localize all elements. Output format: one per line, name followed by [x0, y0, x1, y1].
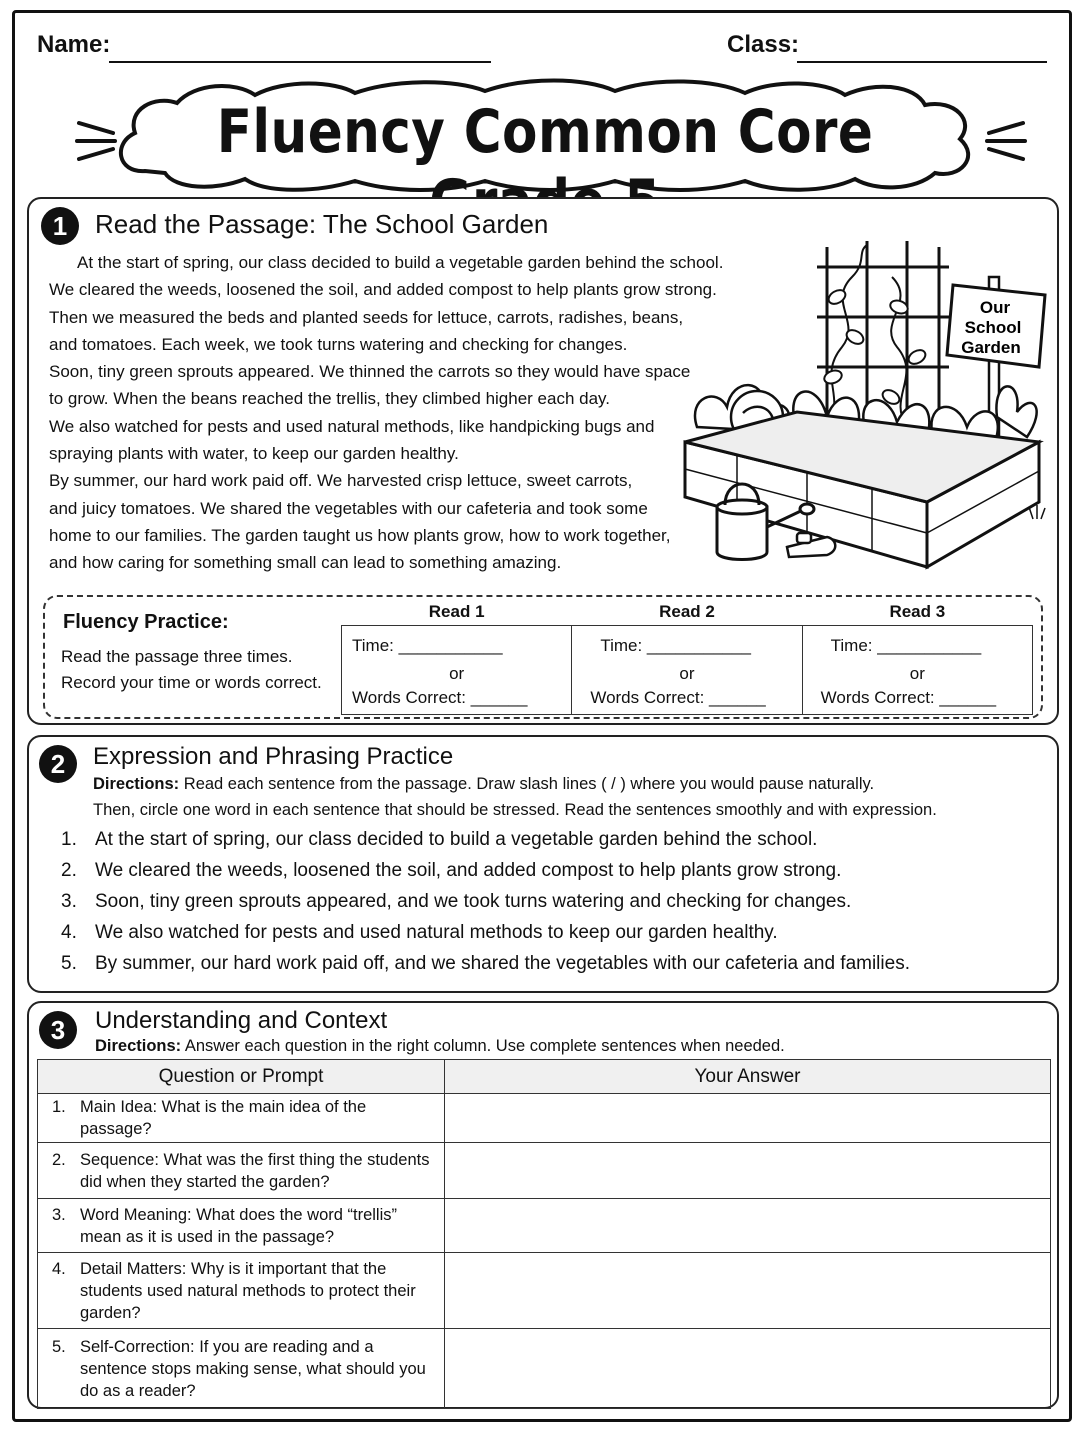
- class-label: Class:: [727, 31, 800, 58]
- read-heading: Read 3: [889, 602, 946, 621]
- section-read-passage: [27, 197, 1059, 725]
- item-number: 5.: [61, 953, 77, 974]
- question-cell: [38, 1329, 445, 1409]
- passage-line: spraying plants with water, to keep our garden healthy.: [49, 444, 459, 464]
- passage-line: By summer, our hard work paid off. We harvested crisp lettuce, sweet carrots,: [49, 471, 633, 491]
- words-correct-field[interactable]: Words Correct: ______: [820, 688, 997, 707]
- section-title: Read the Passage: The School Garden: [95, 209, 549, 239]
- passage-line: At the start of spring, our class decided to build a vegetable garden behind the school.: [77, 253, 724, 272]
- passage-line: and juicy tomatoes. We shared the vegetables with our cafeteria and took some: [49, 498, 648, 518]
- garden-bed-illustration: [677, 227, 1053, 587]
- title-banner: [55, 73, 1035, 203]
- answer-cell[interactable]: [445, 1094, 1051, 1143]
- passage-line: We also watched for pests and used natural methods, like handpicking bugs and: [49, 416, 655, 436]
- answer-cell[interactable]: [445, 1143, 1051, 1199]
- table-row: [38, 1143, 1051, 1199]
- table-row: [38, 1199, 1051, 1253]
- read-column: [342, 602, 571, 714]
- passage-line: We cleared the weeds, loosened the soil, and added compost to help plants grow strong.: [49, 280, 717, 300]
- fluency-instruction: Read the passage three times.: [61, 647, 293, 666]
- sign-line: Our: [979, 298, 1011, 317]
- sign-line: School: [964, 318, 1022, 337]
- section-expression-phrasing: [27, 735, 1059, 993]
- directions: [95, 1037, 785, 1056]
- directions-label: Directions:: [93, 775, 180, 793]
- column-header: Your Answer: [445, 1060, 1051, 1094]
- words-correct-field[interactable]: Words Correct: ______: [590, 688, 766, 707]
- passage-line: and tomatoes. Each week, we took turns watering and checking for changes.: [49, 334, 628, 354]
- answer-cell[interactable]: [445, 1199, 1051, 1253]
- read-heading: Read 1: [428, 602, 485, 621]
- item-text: Soon, tiny green sprouts appeared, and we took turns watering and checking for changes.: [95, 891, 852, 912]
- item-text: We cleared the weeds, loosened the soil, and added compost to help plants grow strong.: [95, 860, 842, 881]
- left-burst-icon: [77, 123, 115, 159]
- passage-line: Then we measured the beds and planted seeds for lettuce, carrots, radishes, beans,: [49, 307, 684, 327]
- section-number: 2: [39, 745, 77, 783]
- question-text: Sequence: What was the first thing the students did when they started the garden?: [80, 1150, 430, 1191]
- question-number: 2.: [52, 1150, 66, 1169]
- time-field[interactable]: Time: ___________: [352, 636, 503, 655]
- section-number: 1: [41, 207, 79, 245]
- question-number: 3.: [52, 1205, 66, 1224]
- section-title: Understanding and Context: [95, 1007, 388, 1034]
- passage-text: [49, 249, 739, 577]
- fluency-practice-box: [43, 595, 1043, 719]
- sign-line: Garden: [961, 338, 1021, 357]
- trowel-icon: [787, 533, 835, 557]
- question-text: Detail Matters: Why is it important that the students used natural methods to protect their garden?: [80, 1259, 416, 1322]
- item-number: 4.: [61, 922, 77, 943]
- question-text: Main Idea: What is the main idea of the passage?: [80, 1098, 367, 1138]
- question-table: [37, 1059, 1051, 1409]
- question-number: 4.: [52, 1259, 66, 1278]
- table-row: [38, 1094, 1051, 1143]
- item-number: 1.: [61, 829, 77, 850]
- read-column: [571, 602, 801, 714]
- header-row: [37, 31, 1047, 71]
- fluency-title: Fluency Practice:: [63, 611, 229, 633]
- worksheet-page: [12, 10, 1072, 1422]
- directions-text: Then, circle one word in each sentence that should be stressed. Read the sentences smoothly and with expression.: [93, 801, 937, 819]
- directions-label: Directions:: [95, 1037, 182, 1055]
- section-title: Expression and Phrasing Practice: [93, 743, 454, 770]
- name-label: Name:: [37, 31, 111, 58]
- question-cell: [38, 1094, 445, 1143]
- question-cell: [38, 1253, 445, 1329]
- item-text: By summer, our hard work paid off, and we shared the vegetables with our cafeteria and families.: [95, 953, 910, 974]
- item-number: 2.: [61, 860, 77, 881]
- section-understanding-context: [27, 1001, 1059, 1409]
- page-title: Fluency Common Core: [216, 97, 874, 167]
- directions-text: Answer each question in the right column. Use complete sentences when needed.: [184, 1037, 785, 1055]
- item-number: 3.: [61, 891, 77, 912]
- table-header-row: [38, 1060, 1051, 1094]
- section-number: 3: [39, 1011, 77, 1049]
- item-text: We also watched for pests and used natural methods to keep our garden healthy.: [95, 922, 778, 943]
- passage-line: Soon, tiny green sprouts appeared. We thinned the carrots so they would have space: [49, 362, 691, 382]
- question-text: Self-Correction: If you are reading and a sentence stops making sense, what should you do as a reader?: [80, 1337, 426, 1400]
- question-cell: [38, 1199, 445, 1253]
- or-label: or: [679, 664, 695, 683]
- words-correct-field[interactable]: Words Correct: ______: [352, 688, 528, 707]
- question-text: Word Meaning: What does the word “trellis” mean as it is used in the passage?: [80, 1205, 397, 1246]
- fluency-instruction: Record your time or words correct.: [61, 673, 322, 692]
- or-label: or: [449, 664, 465, 683]
- directions: [93, 775, 874, 794]
- answer-cell[interactable]: [445, 1329, 1051, 1409]
- time-field[interactable]: Time: ___________: [830, 636, 982, 655]
- passage-line: home to our families. The garden taught us how plants grow, how to work together,: [49, 525, 671, 545]
- table-row: [38, 1253, 1051, 1329]
- read-heading: Read 2: [659, 602, 715, 621]
- name-field[interactable]: [109, 61, 491, 63]
- question-cell: [38, 1143, 445, 1199]
- right-burst-icon: [987, 123, 1025, 159]
- passage-line: and how caring for something small can lead to something amazing.: [49, 553, 562, 573]
- or-label: or: [909, 664, 925, 683]
- column-header: Question or Prompt: [38, 1060, 445, 1094]
- passage-line: to grow. When the beans reached the trellis, they climbed higher each day.: [49, 389, 611, 409]
- question-number: 5.: [52, 1337, 66, 1356]
- read-column: [802, 602, 1032, 714]
- directions-text: Read each sentence from the passage. Draw slash lines ( / ) where you would pause naturally.: [183, 775, 875, 793]
- vine-leaves-icon: [822, 287, 927, 406]
- item-text: At the start of spring, our class decided to build a vegetable garden behind the school.: [95, 829, 818, 850]
- answer-cell[interactable]: [445, 1253, 1051, 1329]
- question-number: 1.: [52, 1098, 66, 1116]
- time-field[interactable]: Time: ___________: [600, 636, 751, 655]
- table-row: [38, 1329, 1051, 1409]
- class-field[interactable]: [797, 61, 1047, 63]
- reads-table: [341, 602, 1033, 715]
